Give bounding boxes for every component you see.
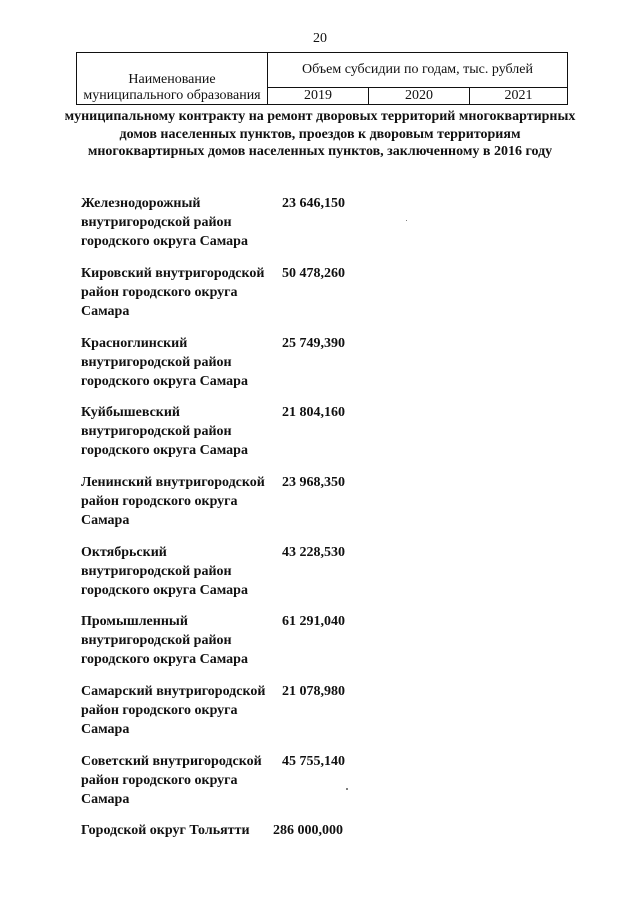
row-name: Самарский внутригородской район городского округа Самара [81, 684, 266, 737]
row-value-2019: 25 749,390 [282, 336, 345, 351]
section-intro: муниципальному контракту на ремонт дворовых территорий многоквартирных домов населенных пунктов, проездов к дворовым территориям многоквартирных домов населенных пунктов, заключенному в 2016 году [64, 109, 576, 159]
row-value-2019: 50 478,260 [282, 266, 345, 281]
row-name: Красноглинский внутригородской район городского округа Самара [81, 336, 248, 389]
row-value-2019: 286 000,000 [273, 823, 343, 838]
row-name: Советский внутригородской район городского округа Самара [81, 754, 262, 807]
scan-speck [346, 788, 348, 790]
row-value-2019: 23 646,150 [282, 196, 345, 211]
row-value-2019: 43 228,530 [282, 545, 345, 560]
header-year-2020: 2020 [369, 88, 470, 105]
row-value-2019: 61 291,040 [282, 614, 345, 629]
row-value-2019: 23 968,350 [282, 475, 345, 490]
row-name: Городской округ Тольятти [81, 823, 250, 838]
row-value-2019: 21 078,980 [282, 684, 345, 699]
row-value-2019: 45 755,140 [282, 754, 345, 769]
header-year-2019: 2019 [268, 88, 369, 105]
header-volume-cell: Объем субсидии по годам, тыс. рублей [268, 53, 568, 88]
row-value-2019: 21 804,160 [282, 405, 345, 420]
header-name-cell: Наименование муниципального образования [77, 53, 268, 105]
header-year-2021: 2021 [470, 88, 568, 105]
row-name: Куйбышевский внутригородской район городского округа Самара [81, 405, 248, 458]
scan-speck [406, 220, 407, 221]
table-header [76, 52, 568, 105]
row-name: Октябрьский внутригородской район городского округа Самара [81, 545, 248, 598]
row-name: Ленинский внутригородской район городского округа Самара [81, 475, 265, 528]
row-name: Кировский внутригородской район городского округа Самара [81, 266, 265, 319]
row-name: Железнодорожный внутригородской район городского округа Самара [81, 196, 248, 249]
row-name: Промышленный внутригородской район городского округа Самара [81, 614, 248, 667]
page-number: 20 [313, 31, 327, 46]
